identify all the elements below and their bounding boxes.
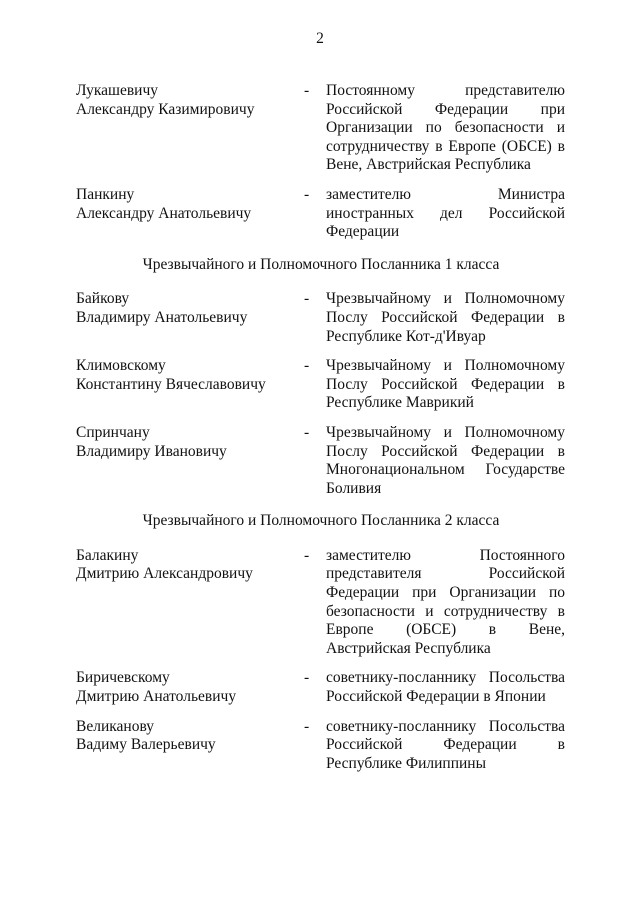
dash: - (304, 357, 310, 375)
surname: Балакину (76, 546, 139, 564)
appointment-entry (76, 424, 566, 498)
rank-heading: Чрезвычайного и Полномочного Посланника 1 класса (142, 255, 500, 273)
person-name (76, 718, 304, 774)
dash: - (304, 290, 310, 308)
surname: Климовскому (76, 357, 166, 375)
person-name (76, 424, 304, 498)
position-title: Чрезвычайному и Полномочному Послу Российской Федерации в Республике Маврикий (326, 357, 565, 412)
person-name (76, 82, 304, 175)
appointment-entry (76, 82, 566, 175)
appointment-entry (76, 186, 566, 242)
given-names: Константину Вячеславовичу (76, 375, 266, 393)
position-title: Чрезвычайному и Полномочному Послу Российской Федерации в Многонациональном Государстве Боливия (326, 423, 565, 497)
person-name (76, 357, 304, 413)
position-title: заместителю Постоянного представителя Российской Федерации при Организации по безопасности и сотрудничеству в Европе (ОБСЕ) в Вене, Австрийская Республика (326, 546, 565, 657)
person-name (76, 186, 304, 242)
surname: Панкину (76, 185, 135, 203)
surname: Великанову (76, 717, 155, 735)
surname: Лукашевичу (76, 82, 159, 99)
dash: - (304, 669, 310, 687)
given-names: Александру Казимировичу (76, 100, 255, 118)
person-name (76, 669, 304, 706)
appointment-entry (76, 290, 566, 346)
document-body (76, 82, 566, 773)
position-title: Чрезвычайному и Полномочному Послу Российской Федерации в Республике Кот-д'Ивуар (326, 290, 565, 345)
given-names: Дмитрию Александровичу (76, 565, 253, 583)
appointment-entry (76, 357, 566, 413)
appointment-section (76, 512, 566, 773)
person-name (76, 290, 304, 346)
position-title: заместителю Министра иностранных дел Российской Федерации (326, 185, 565, 241)
appointment-entry (76, 718, 566, 774)
surname: Байкову (76, 290, 130, 308)
person-name (76, 547, 304, 659)
given-names: Владимиру Ивановичу (76, 442, 227, 460)
surname: Спринчану (76, 423, 150, 441)
dash: - (304, 82, 310, 99)
position-title: Постоянному представителю Российской Федерации при Организации по безопасности и сотрудничеству в Европе (ОБСЕ) в Вене, Австрийская Республика (326, 82, 565, 174)
rank-heading: Чрезвычайного и Полномочного Посланника 2 класса (142, 512, 500, 530)
appointment-section (76, 256, 566, 499)
position-title: советнику-посланнику Посольства Российской Федерации в Японии (326, 669, 565, 706)
surname: Биричевскому (76, 669, 170, 687)
dash: - (304, 185, 310, 203)
given-names: Владимиру Анатольевичу (76, 308, 248, 326)
position-title: советнику-посланнику Посольства Российской Федерации в Республике Филиппины (326, 717, 565, 772)
given-names: Вадиму Валерьевичу (76, 736, 216, 754)
appointment-entry (76, 547, 566, 659)
dash: - (304, 717, 310, 735)
dash: - (304, 546, 310, 564)
dash: - (304, 423, 310, 441)
given-names: Дмитрию Анатольевичу (76, 688, 237, 706)
given-names: Александру Анатольевичу (76, 204, 252, 222)
page-number: 2 (316, 30, 324, 47)
appointment-entry (76, 669, 566, 706)
appointment-section (76, 82, 566, 242)
